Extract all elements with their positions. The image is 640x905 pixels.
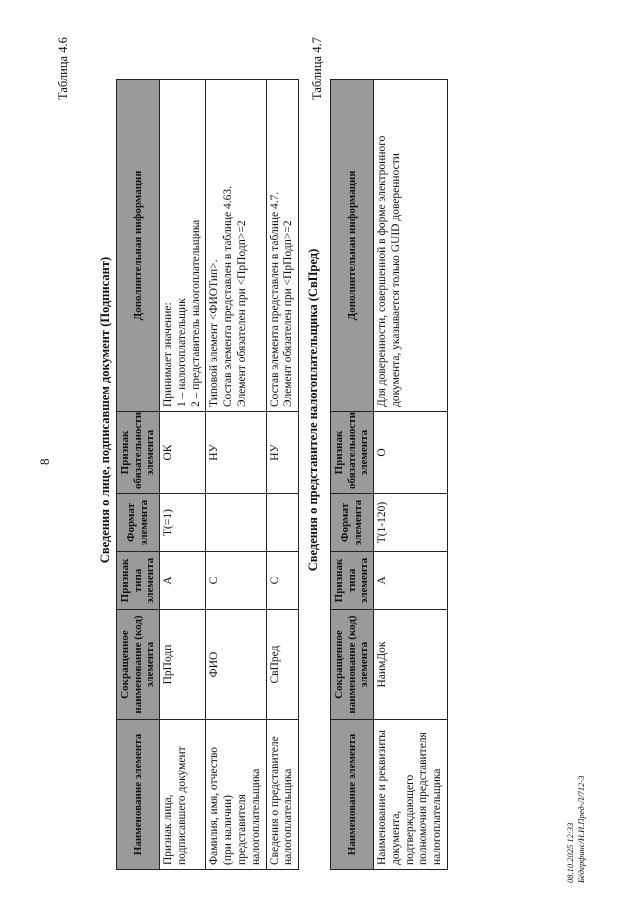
- stamp-ref: Бёдерфинс/Н.И.Пред-Л/712-3: [576, 775, 587, 883]
- cell-name: Сведения о представителе налогоплательщика: [266, 720, 299, 870]
- cell-type: А: [373, 552, 447, 610]
- cell-code: ФИО: [206, 610, 266, 720]
- cell-code: СвПред: [266, 610, 299, 720]
- cell-format: T(=1): [159, 494, 205, 552]
- cell-type: А: [159, 552, 205, 610]
- cell-code: ПрПодп: [159, 610, 205, 720]
- cell-info: Для доверенности, совершенной в форме электронного документа, указывается только GUID доверенности: [373, 80, 447, 412]
- cell-type: С: [266, 552, 299, 610]
- signer-table: [116, 79, 299, 870]
- table-row: [206, 80, 266, 870]
- cell-format: [266, 494, 299, 552]
- col-header-info: Дополнительная информация: [331, 80, 374, 412]
- col-header-type: Признак типа элемента: [117, 552, 160, 610]
- table-row: [159, 80, 205, 870]
- cell-name: Наименование и реквизиты документа, подтверждающего полномочия представителя налогоплательщика: [373, 720, 447, 870]
- table-header-row: [331, 80, 374, 870]
- table-row: [373, 80, 447, 870]
- table-4-7-label: Таблица 4.7: [310, 37, 324, 100]
- representative-table: [330, 79, 448, 870]
- col-header-info: Дополнительная информация: [117, 80, 160, 412]
- cell-info: Состав элемента представлен в таблице 4.7. Элемент обязателен при <ПрПодп>=2: [266, 80, 299, 412]
- table-4-6-label: Таблица 4.6: [56, 37, 70, 100]
- print-stamp: [565, 776, 587, 883]
- cell-info: Принимает значение: 1 – налогоплательщик 2 – представитель налогоплательщика: [159, 80, 205, 412]
- cell-code: НаимДок: [373, 610, 447, 720]
- col-header-required: Признак обязательности элемента: [117, 412, 160, 494]
- cell-type: С: [206, 552, 266, 610]
- col-header-required: Признак обязательности элемента: [331, 412, 374, 494]
- table-header-row: [117, 80, 160, 870]
- page-number: 8: [37, 458, 52, 465]
- cell-info: Типовой элемент <ФИОТип>. Состав элемента представлен в таблице 4.63. Элемент обязателен при <ПрПодп>=2: [206, 80, 266, 412]
- cell-required: НУ: [206, 412, 266, 494]
- cell-format: T(1-120): [373, 494, 447, 552]
- stamp-date: 08.10.2025 12:33: [565, 822, 575, 883]
- col-header-type: Признак типа элемента: [331, 552, 374, 610]
- table-4-7-caption: Сведения о представителе налогоплательщика (СвПред): [306, 248, 320, 572]
- cell-required: О: [373, 412, 447, 494]
- table-row: [266, 80, 299, 870]
- cell-required: НУ: [266, 412, 299, 494]
- col-header-format: Формат элемента: [117, 494, 160, 552]
- col-header-name: Наименование элемента: [117, 720, 160, 870]
- cell-format: [206, 494, 266, 552]
- table-4-6-caption: Сведения о лице, подписавшем документ (Подписант): [98, 256, 112, 564]
- cell-required: ОК: [159, 412, 205, 494]
- col-header-format: Формат элемента: [331, 494, 374, 552]
- col-header-name: Наименование элемента: [331, 720, 374, 870]
- cell-name: Фамилия, имя, отчество (при наличии) представителя налогоплательщика: [206, 720, 266, 870]
- cell-name: Признак лица, подписавшего документ: [159, 720, 205, 870]
- col-header-code: Сокращенное наименование (код) элемента: [117, 610, 160, 720]
- col-header-code: Сокращенное наименование (код) элемента: [331, 610, 374, 720]
